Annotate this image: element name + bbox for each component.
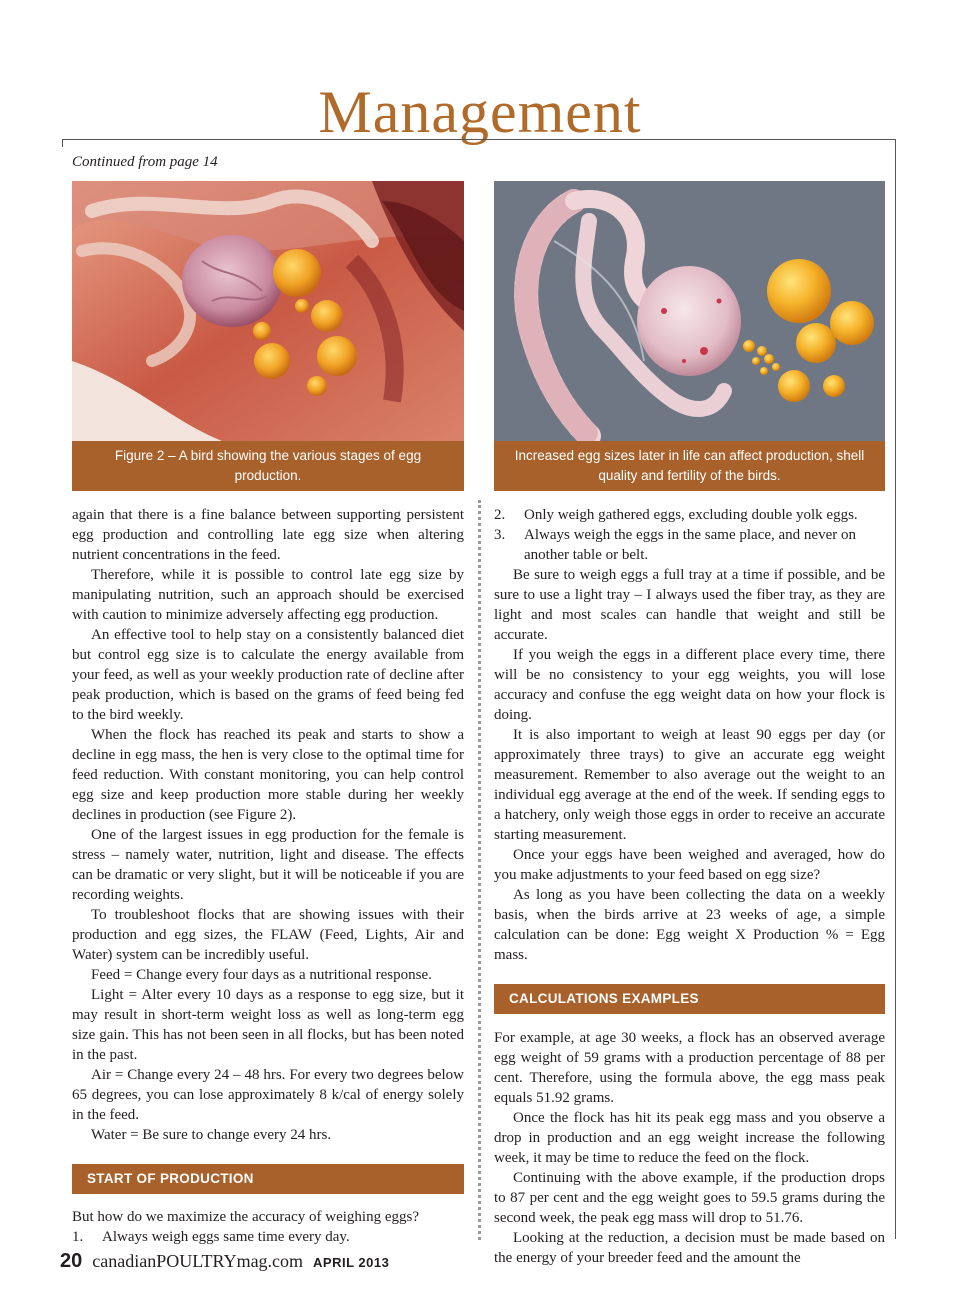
paragraph: If you weigh the eggs in a different place every time, there will be no consistency to your egg weights, you will lose accuracy and confuse the egg weight data on how your flock is doing. xyxy=(494,647,885,723)
paragraph: Feed = Change every four days as a nutritional response. xyxy=(91,967,432,983)
figure-tract-photo xyxy=(494,181,885,441)
paragraph: Therefore, while it is possible to control late egg size by manipulating nutrition, such an approach should be exercised with caution to minimize adversely affecting egg production. xyxy=(72,567,464,623)
page-number: 20 xyxy=(60,1250,83,1272)
page-title: Management xyxy=(318,79,642,145)
list-number: 3. xyxy=(494,527,506,543)
list-item xyxy=(494,505,885,525)
header-rule xyxy=(62,139,896,140)
paragraph: As long as you have been collecting the data on a weekly basis, when the birds arrive at 23 weeks of age, a simple calculation can be done: Egg weight X Production % = Egg mass. xyxy=(494,887,885,963)
paragraph: Once your eggs have been weighed and averaged, how do you make adjustments to your feed based on egg size? xyxy=(494,847,885,883)
paragraph: One of the largest issues in egg production for the female is stress – namely water, nutrition, light and disease. The effects can be dramatic or very slight, but it will be noticeable if you are recording weights. xyxy=(72,827,464,903)
list-number: 1. xyxy=(72,1229,84,1245)
paragraph: Continuing with the above example, if the production drops to 87 per cent and the egg weight goes to 59.5 grams during the second week, the peak egg mass will drop to 51.76. xyxy=(494,1170,885,1226)
column-divider xyxy=(478,500,481,1240)
list-item xyxy=(494,525,885,565)
paragraph: Looking at the reduction, a decision must be made based on the energy of your breeder feed and the amount the xyxy=(494,1230,885,1266)
paragraph: Light = Alter every 10 days as a response to egg size, but it may result in short-term weight loss as well as long-term egg size gain. This has not been seen in all flocks, but has been noted in the past. xyxy=(72,987,464,1063)
issue-date: APRIL 2013 xyxy=(313,1255,390,1270)
figure-bird-caption: Figure 2 – A bird showing the various stages of egg production. xyxy=(72,441,464,491)
list-number: 2. xyxy=(494,507,506,523)
paragraph: Be sure to weigh eggs a full tray at a time if possible, and be sure to use a light tray – I always used the fiber tray, as they are light and most scales can handle that weight and still be accurate. xyxy=(494,567,885,643)
list-text: Only weigh gathered eggs, excluding double yolk eggs. xyxy=(524,507,858,523)
left-column xyxy=(72,505,464,1247)
list-text: Always weigh eggs same time every day. xyxy=(102,1229,350,1245)
list-item xyxy=(72,1227,464,1247)
paragraph: It is also important to weigh at least 90 eggs per day (or approximately three trays) to give an accurate egg weight measurement. Remember to also average out the weight to an individual egg average at the end of the week. If sending eggs to a hatchery, only weigh those eggs in order to receive an accurate starting measurement. xyxy=(494,727,885,843)
paragraph: again that there is a fine balance between supporting persistent egg production and controlling late egg size when altering nutrient concentrations in the feed. xyxy=(72,507,464,563)
paragraph: An effective tool to help stay on a consistently balanced diet but control egg size is to calculate the energy available from your feed, as well as your weekly production rate of decline after peak production, which is based on the grams of feed being fed to the bird weekly. xyxy=(72,627,464,723)
figure-bird-photo xyxy=(72,181,464,441)
paragraph: Air = Change every 24 – 48 hrs. For every two degrees below 65 degrees, you can lose approximately 8 k/cal of energy solely in the feed. xyxy=(72,1067,464,1123)
page-footer xyxy=(60,1250,389,1273)
paragraph: Once the flock has hit its peak egg mass and you observe a drop in production and an egg weight increase the following week, it may be time to reduce the feed on the flock. xyxy=(494,1110,885,1166)
paragraph: When the flock has reached its peak and starts to show a decline in egg mass, the hen is very close to the optimal time for feed reduction. With constant monitoring, you can help control egg size and keep production more stable during her weekly declines in production (see Figure 2). xyxy=(72,727,464,823)
paragraph: To troubleshoot flocks that are showing issues with their production and egg sizes, the FLAW (Feed, Lights, Air and Water) system can be incredibly useful. xyxy=(72,907,464,963)
list-text: Always weigh the eggs in the same place, and never on another table or belt. xyxy=(524,527,856,563)
paragraph: For example, at age 30 weeks, a flock has an observed average egg weight of 59 grams with a production percentage of 88 per cent. Therefore, using the formula above, the egg mass peak equals 51.92 grams. xyxy=(494,1030,885,1106)
section-heading-start-of-production: START OF PRODUCTION xyxy=(72,1164,464,1194)
site-name: canadianPOULTRYmag.com xyxy=(92,1251,304,1271)
section-heading-calculations-examples: CALCULATIONS EXAMPLES xyxy=(494,984,885,1014)
paragraph: Water = Be sure to change every 24 hrs. xyxy=(91,1127,332,1143)
paragraph: But how do we maximize the accuracy of weighing eggs? xyxy=(72,1209,419,1225)
right-column xyxy=(494,505,885,1268)
figure-tract-caption: Increased egg sizes later in life can affect production, shell quality and fertility of the birds. xyxy=(494,441,885,491)
frame-left-edge xyxy=(62,139,63,147)
continued-note: Continued from page 14 xyxy=(72,154,218,170)
frame-right-edge xyxy=(895,139,896,1239)
